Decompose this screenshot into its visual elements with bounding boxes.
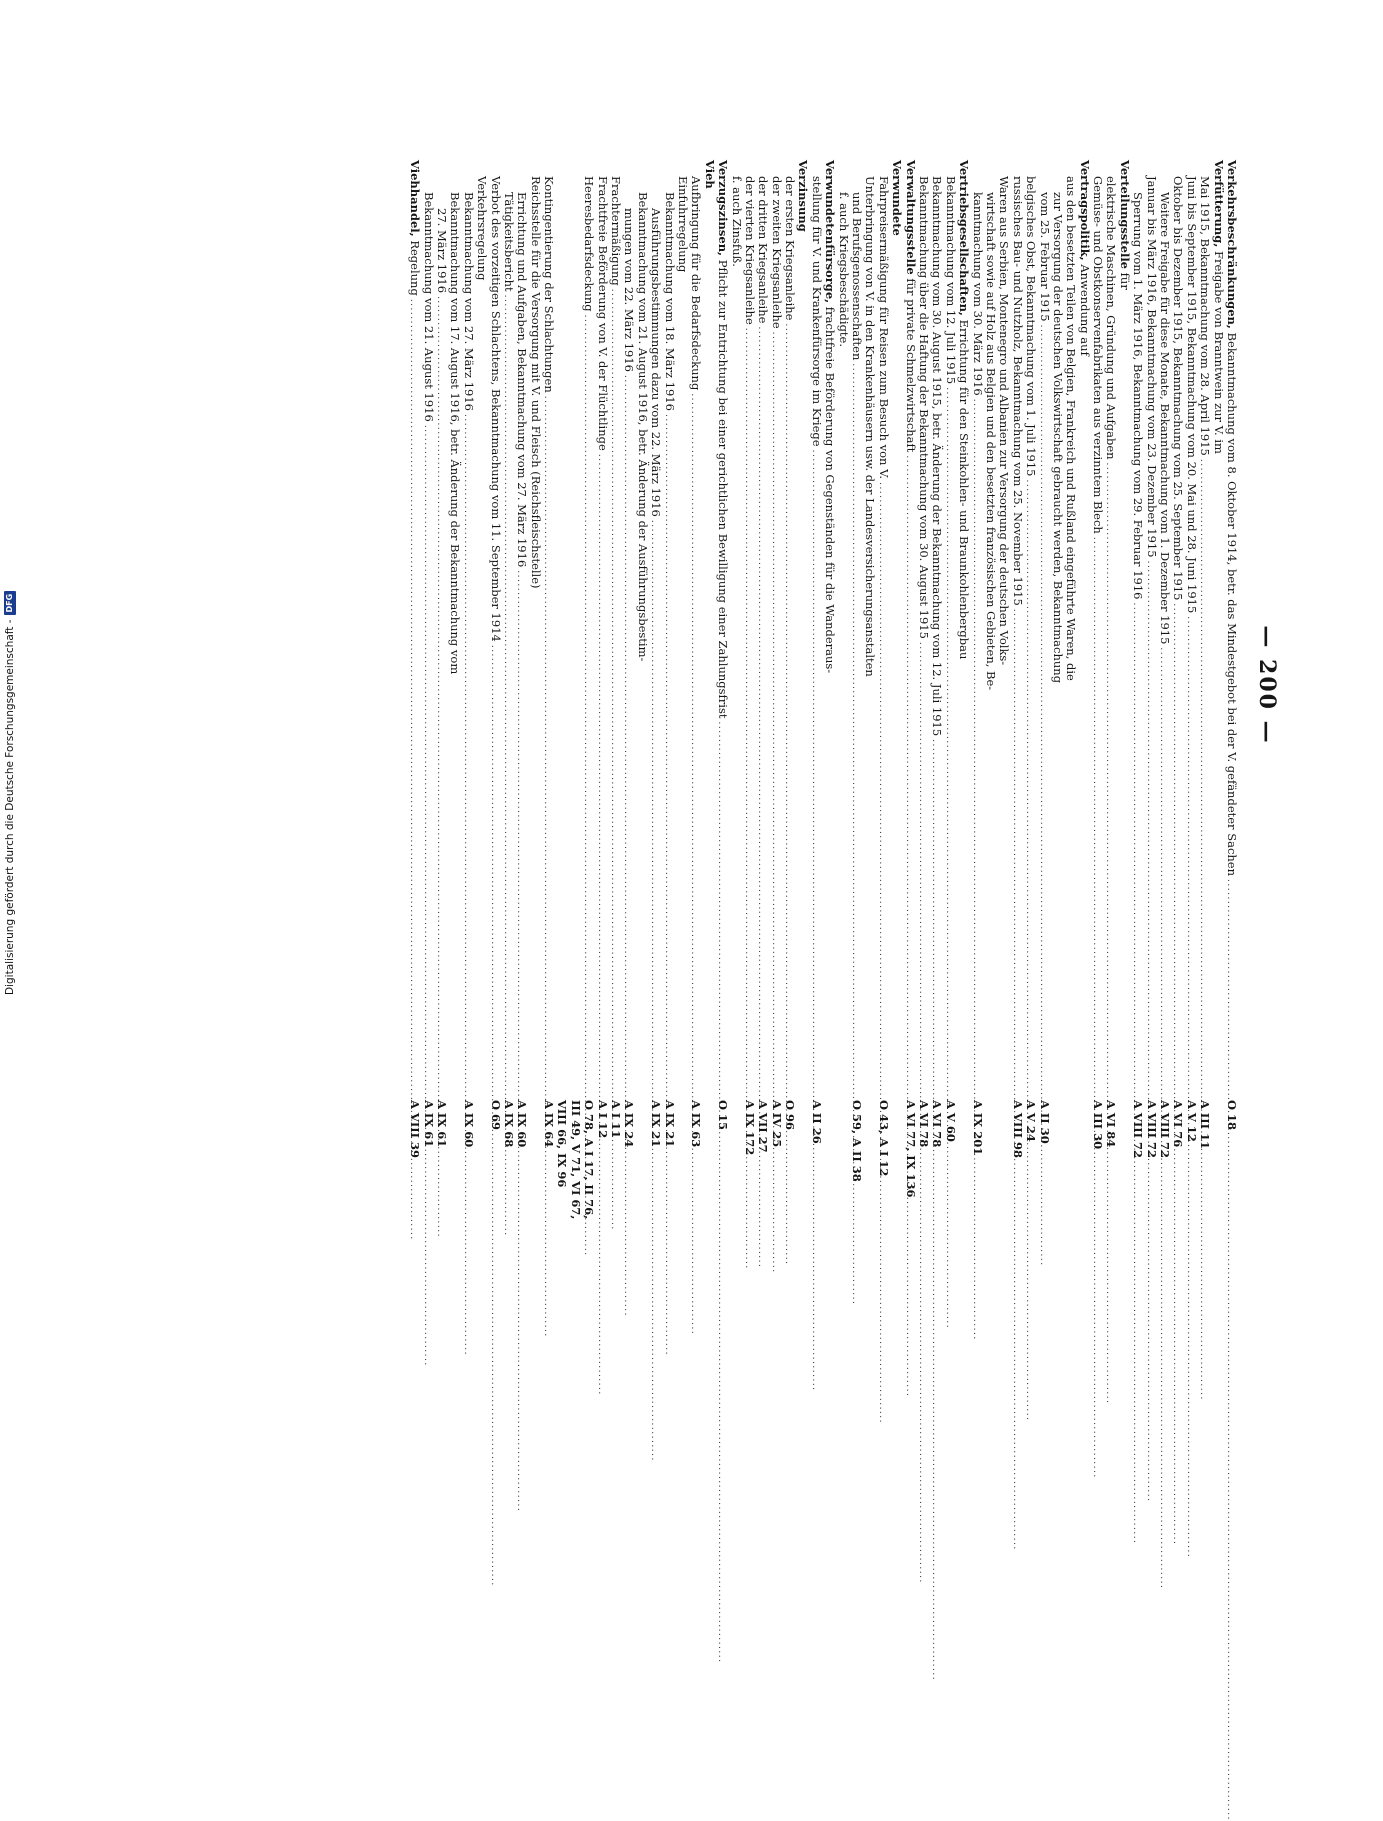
index-entry <box>408 160 421 1210</box>
entry-description: für <box>1117 269 1132 290</box>
entry-description: Bekanntmachung vom 30. August 1915, betr. Änderung der Bekanntmachung vom 12. Juli 1915 <box>930 176 945 737</box>
entry-text <box>997 160 1010 665</box>
entry-text <box>1225 160 1238 876</box>
entry-text <box>756 160 769 323</box>
leader-dots <box>1102 460 1115 1086</box>
entry-text <box>796 160 809 232</box>
entry-description: Frachtermäßigung <box>609 176 624 286</box>
entry-heading: Verwundete <box>890 160 905 236</box>
index-entry <box>783 160 796 1210</box>
index-entry <box>1024 160 1037 1210</box>
leader-dots <box>901 452 914 1086</box>
rotated-index-page <box>140 160 1280 1220</box>
entry-text <box>595 160 608 451</box>
index-entry <box>662 160 675 1210</box>
leader-dots <box>848 360 861 1086</box>
entry-text <box>850 160 863 360</box>
entry-text <box>1024 160 1037 476</box>
entry-text <box>502 160 515 292</box>
entry-text <box>809 160 822 447</box>
entry-description: Errichtung und Aufgaben, Bekanntmachung vom 27. März 1916 <box>515 192 530 568</box>
credit-text: Digitalisierung gefördert durch die Deutsche Forschungsgemeinschaft - <box>4 619 16 995</box>
entry-reference: O 15 <box>716 1100 731 1131</box>
entry-reference: A VI 84 <box>1104 1100 1119 1148</box>
entry-text <box>970 160 983 396</box>
index-entry <box>649 160 662 1210</box>
entry-heading: Viehhandel, <box>408 160 423 237</box>
entry-text <box>515 160 528 567</box>
entry-description: Bekanntmachung vom 21. August 1916 <box>421 192 436 422</box>
entry-description: Kontingentierung der Schlachtungen <box>542 176 557 393</box>
entry-reference: A IX 60 <box>461 1100 476 1148</box>
index-entry <box>903 160 916 1210</box>
entry-text <box>917 160 930 639</box>
dfg-logo: DFG <box>4 591 16 616</box>
entry-text <box>1091 160 1104 534</box>
entry-text <box>1171 160 1184 600</box>
index-entry <box>970 160 983 1210</box>
entry-reference: A I 12 <box>595 1100 610 1139</box>
entry-description: der ersten Kriegsanleihe <box>783 176 798 321</box>
entry-reference: O 96 <box>783 1100 798 1131</box>
entry-description: mungen vom 22. März 1916 <box>622 208 637 372</box>
entry-reference: A VIII 72 <box>1144 1100 1159 1158</box>
entry-description: Bekanntmachung vom 12. Juli 1915 <box>943 176 958 385</box>
index-entry <box>488 160 501 1210</box>
entry-description: Bekanntmachung vom 17. August 1916, betr. Änderung der Bekanntmachung vom <box>448 192 463 675</box>
index-entry <box>609 160 622 1210</box>
entry-reference: A II 26 <box>809 1100 824 1144</box>
index-entry <box>756 160 769 1210</box>
entry-text <box>488 160 501 642</box>
entry-description: russisches Bau- und Nutzholz, Bekanntmachung vom 25. November 1915 <box>1010 176 1025 606</box>
index-entry <box>435 160 448 1210</box>
leader-dots <box>807 447 820 1086</box>
entry-description: Fahrpreisermäßigung für Reisen zum Besuch von V. <box>876 176 891 480</box>
entry-reference: A V 60 <box>943 1100 958 1142</box>
entry-description: Sperrung vom 1. März 1916, Bekanntmachung vom 29. Februar 1916 <box>1131 192 1146 600</box>
entry-text <box>890 160 903 236</box>
entry-reference: VIII 66, IX 96 <box>555 1100 570 1188</box>
leader-dots <box>419 422 432 1086</box>
index-entry <box>1158 160 1171 1210</box>
entry-text <box>716 160 729 719</box>
leader-dots <box>1169 600 1182 1086</box>
entry-description: f. auch Kriegsbeschädigte. <box>836 192 851 348</box>
entry-description: f. auch Zinsfuß. <box>729 176 744 267</box>
entry-text <box>421 160 434 422</box>
index-entry <box>984 160 997 1210</box>
entry-text <box>876 160 889 479</box>
entry-text <box>1064 160 1077 681</box>
entry-reference: A IV 25 <box>769 1100 784 1148</box>
entry-description: Juni bis September 1915, Bekanntmachung vom 20. Mai und 28. Juni 1915 <box>1184 176 1199 614</box>
entry-heading: Vieh <box>702 160 717 189</box>
entry-description: Bekanntmachung vom 8. Oktober 1914, betr. das Mindestgebot bei der V. gefändeter Sachen <box>1225 328 1239 877</box>
entry-description: Verkehrsregelung <box>475 176 490 281</box>
index-entry <box>515 160 528 1210</box>
entry-text <box>984 160 997 690</box>
index-entry <box>1225 160 1238 1210</box>
entry-text <box>689 160 702 390</box>
leader-dots <box>1129 599 1142 1086</box>
entry-heading: Verzugszinsen, <box>716 160 731 257</box>
entry-description: und Berufsgenossenschaften <box>850 192 865 361</box>
entry-description: der dritten Kriegsanleihe <box>756 176 771 324</box>
entry-reference: A IX 63 <box>689 1100 704 1148</box>
entry-description: Bekanntmachung vom 27. März 1916 <box>461 192 476 411</box>
entry-text <box>836 160 849 347</box>
index-entry <box>622 160 635 1210</box>
entry-description: Regelung <box>408 236 423 296</box>
leader-dots <box>928 736 941 1086</box>
entry-description: Anwendung auf <box>1077 260 1092 356</box>
entry-text <box>863 160 876 677</box>
index-entry <box>542 160 555 1210</box>
index-entry <box>461 160 474 1210</box>
entry-text <box>930 160 943 736</box>
index-entry <box>555 160 568 1210</box>
entry-reference: A VIII 72 <box>1158 1100 1173 1158</box>
index-entry <box>930 160 943 1210</box>
leader-dots <box>1223 876 1236 1086</box>
entry-description: Einfuhrregelung <box>675 176 690 273</box>
entry-description: Errichtung für den Steinkohlen- und Braunkohlenbergbau <box>957 315 972 660</box>
entry-text <box>1131 160 1144 599</box>
entry-description: Reichsstelle für die Versorgung mit V. und Fleisch (Reichsfleischstelle) <box>528 176 543 589</box>
entry-description: Ausführungsbestimmungen dazu vom 22. März 1916 <box>649 208 664 517</box>
entry-description: Bekanntmachung vom 18. März 1916 <box>662 192 677 411</box>
entry-text <box>622 160 635 372</box>
entry-description: Weitere Freigabe für diese Monate, Bekanntmachung vom 1. Dezember 1915 <box>1158 192 1173 645</box>
entry-text <box>1184 160 1197 613</box>
entry-description: zur Versorgung der deutschen Volkswirtschaft gebraucht werden, Bekanntmachung <box>1050 192 1065 684</box>
entry-description: kanntmachung vom 30. März 1916 <box>970 192 985 396</box>
entry-text <box>435 160 448 293</box>
leader-dots <box>1089 534 1102 1086</box>
leader-dots <box>513 567 526 1086</box>
entry-text <box>1051 160 1064 683</box>
entry-description: der zweiten Kriegsanleihe <box>769 176 784 329</box>
entry-reference: A VIII 39 <box>408 1100 423 1158</box>
entry-reference: O 59, A II 38 <box>850 1100 865 1182</box>
entry-reference: III 49, V 71, VI 67, <box>568 1100 583 1220</box>
entry-description: Bekanntmachung vom 21. August 1916, betr. Änderung der Ausführungsbestim- <box>635 192 650 662</box>
entry-text <box>957 160 970 659</box>
entry-text <box>702 160 715 189</box>
entry-heading: Verzinsung <box>796 160 811 232</box>
entry-heading: Verkehrsbeschränkungen, <box>1225 160 1239 329</box>
entry-text <box>1117 160 1130 290</box>
entry-text <box>743 160 756 325</box>
entry-text <box>1198 160 1211 456</box>
entry-reference: O 18 <box>1225 1100 1239 1131</box>
digitization-credit <box>2 593 18 995</box>
entry-text <box>1077 160 1090 356</box>
entry-reference: A V 24 <box>1024 1100 1039 1142</box>
entry-description: belgisches Obst, Bekanntmachung vom 1. Juli 1915 <box>1024 176 1039 477</box>
entry-description: aus den besetzten Teilen von Belgien, Frankreich und Rußland eingeführte Waren, die <box>1064 176 1079 681</box>
entry-text <box>1144 160 1157 558</box>
entry-reference: A V 12 <box>1184 1100 1199 1142</box>
leader-dots <box>1142 558 1155 1086</box>
entry-reference: A IX 201 <box>970 1100 985 1156</box>
entry-reference: A IX 64 <box>542 1100 557 1148</box>
entry-text <box>475 160 488 280</box>
entry-reference: O 78, A I 17, II 76, <box>582 1100 597 1220</box>
entry-description: stellung für V. und Krankenfürsorge im Kriege <box>809 176 824 447</box>
entry-description: Heeresbedarfsdeckung <box>582 176 597 312</box>
entry-heading: Verwundetenfürsorge, <box>823 160 838 304</box>
entry-reference: A IX 60 <box>515 1100 530 1148</box>
entry-description: Mai 1915, Bekanntmachung vom 28. April 1915 <box>1198 176 1213 456</box>
leader-dots <box>1156 644 1169 1086</box>
entry-description: 27. März 1916 <box>434 208 449 294</box>
entry-description: Pflicht zur Entrichtung bei einer gerichtlichen Bewilligung einer Zahlungsfrist <box>716 256 731 719</box>
entry-text <box>662 160 675 411</box>
index-entry <box>1171 160 1184 1210</box>
entry-reference: A III 11 <box>1198 1100 1213 1150</box>
entry-text <box>582 160 595 312</box>
entry-reference: A II 30 <box>1037 1100 1052 1144</box>
index-entry <box>823 160 836 1210</box>
index-entry <box>582 160 597 1220</box>
leader-dots <box>580 312 593 1086</box>
index-entry <box>689 160 702 1210</box>
index-entry <box>421 160 434 1210</box>
entry-description: Oktober bis Dezember 1915, Bekanntmachung vom 25. September 1915 <box>1171 176 1186 601</box>
leader-dots <box>915 639 928 1086</box>
index-entry <box>1010 160 1023 1210</box>
entry-reference: A VI 78 <box>917 1100 932 1148</box>
leader-dots <box>406 296 419 1086</box>
index-entry <box>876 160 889 1210</box>
entry-text <box>448 160 461 674</box>
entry-heading: Verwaltungsstelle <box>903 160 918 275</box>
entry-text <box>1010 160 1023 606</box>
entry-text <box>528 160 541 589</box>
entry-description: Januar bis März 1916, Bekanntmachung vom 23. Dezember 1915 <box>1144 176 1159 558</box>
entry-reference: A IX 61 <box>434 1100 449 1148</box>
entry-description: Frachtfreie Beförderung von V. der Flüchtlinge <box>595 176 610 451</box>
leader-dots <box>486 642 499 1086</box>
leader-dots <box>741 325 754 1086</box>
entry-text <box>783 160 796 321</box>
entry-reference: A VI 78 <box>930 1100 945 1148</box>
entry-text <box>769 160 782 329</box>
entry-description: für private Schmelzwirtschaft <box>903 274 918 453</box>
entry-text <box>943 160 956 384</box>
index-entry <box>1104 160 1117 1210</box>
leader-dots <box>781 321 794 1087</box>
entry-description: wirtschaft sowie auf Holz aus Belgien und den besetzten französischen Gebieten, Be- <box>983 192 998 691</box>
entry-heading: Vertriebsgesellschaften, <box>957 160 972 316</box>
entry-text <box>1211 160 1224 454</box>
entry-reference: A IX 21 <box>649 1100 664 1148</box>
entry-reference: A VI 76 <box>1171 1100 1186 1148</box>
index-entry <box>1037 160 1050 1210</box>
leader-dots <box>1008 606 1021 1086</box>
entry-reference: A I 11 <box>609 1100 624 1139</box>
entry-text <box>676 160 689 272</box>
entry-description: vom 25. Februar 1915 <box>1037 192 1052 322</box>
index-entry <box>1051 160 1064 1210</box>
entry-text <box>903 160 916 452</box>
index-entry <box>502 160 515 1210</box>
page-number: — 200 — <box>1254 625 1280 745</box>
index-entry <box>769 160 782 1210</box>
entry-heading: Verfütterung, <box>1211 160 1226 248</box>
index-entry <box>1064 160 1077 1210</box>
entry-text <box>635 160 648 661</box>
entry-description: Aufbringung für die Bedarfsdeckung <box>689 176 704 391</box>
leader-dots <box>754 323 767 1086</box>
entry-text <box>1158 160 1171 644</box>
entry-reference: A VII 27 <box>756 1100 771 1153</box>
entry-reference: A III 30 <box>1091 1100 1106 1150</box>
entry-text <box>461 160 474 411</box>
index-entry-list <box>408 160 1239 1220</box>
leader-dots <box>767 329 780 1086</box>
entry-reference: A VIII 72 <box>1131 1100 1146 1158</box>
entry-description: elektrische Maschinen, Gründung und Aufgaben <box>1104 176 1119 460</box>
entry-reference: O 69 <box>488 1100 503 1131</box>
entry-heading: Verteilungsstelle <box>1117 160 1132 270</box>
entry-description: Bekanntmachung über die Haftung der Bekanntmachung vom 30. August 1915 <box>917 176 932 639</box>
index-entry <box>917 160 930 1210</box>
entry-text <box>542 160 555 393</box>
index-entry <box>1184 160 1197 1210</box>
index-entry <box>716 160 729 1210</box>
entry-reference: A IX 172 <box>742 1100 757 1156</box>
entry-text <box>729 160 742 267</box>
entry-reference: A VIII 98 <box>1010 1100 1025 1158</box>
leader-dots <box>620 372 633 1086</box>
entry-reference: A IX 21 <box>662 1100 677 1148</box>
index-entry <box>943 160 956 1210</box>
entry-description: der vierten Kriegsanleihe <box>742 176 757 325</box>
index-entry <box>810 160 823 1210</box>
leader-dots <box>593 451 606 1086</box>
index-entry <box>1144 160 1157 1210</box>
index-entry <box>595 160 608 1210</box>
entry-description: Verbot des vorzeitigen Schlachtens, Bekanntmachung vom 11. September 1914 <box>488 176 503 642</box>
entry-text <box>649 160 662 517</box>
entry-description: Unterbringung von V. in den Krankenhäusern usw. der Landesversicherungsanstalten <box>863 176 878 677</box>
entry-reference: A VI 77, IX 136 <box>903 1100 918 1198</box>
entry-description: Freigabe von Branntwein zur V. im <box>1211 247 1226 454</box>
entry-reference: A IX 61 <box>421 1100 436 1148</box>
entry-description: Waren aus Serbien, Montenegro und Albanien zur Versorgung der deutschen Volks- <box>997 176 1012 666</box>
entry-text <box>609 160 622 286</box>
leader-dots <box>1182 613 1195 1086</box>
entry-heading: Vertragspolitik, <box>1077 160 1092 261</box>
entry-description: Tätigkeitsbericht <box>501 192 516 292</box>
index-entry <box>1131 160 1144 1210</box>
entry-reference: A IX 68 <box>501 1100 516 1148</box>
index-entry <box>1091 160 1104 1210</box>
entry-text <box>408 160 421 296</box>
leader-dots <box>687 390 700 1086</box>
leader-dots <box>714 719 727 1086</box>
entry-description: Gemüse- und Obstkonservenfabrikaten aus verzinntem Blech <box>1091 176 1106 534</box>
entry-reference: O 43, A I 12 <box>876 1100 891 1177</box>
entry-text <box>823 160 836 673</box>
index-entry <box>743 160 756 1210</box>
entry-text <box>1037 160 1050 322</box>
entry-description: frachtfreie Beförderung von Gegenständen für die Wanderaus- <box>823 303 838 674</box>
index-entry <box>1198 160 1211 1210</box>
index-entry <box>850 160 863 1210</box>
entry-text <box>1104 160 1117 460</box>
entry-reference: A IX 24 <box>622 1100 637 1148</box>
